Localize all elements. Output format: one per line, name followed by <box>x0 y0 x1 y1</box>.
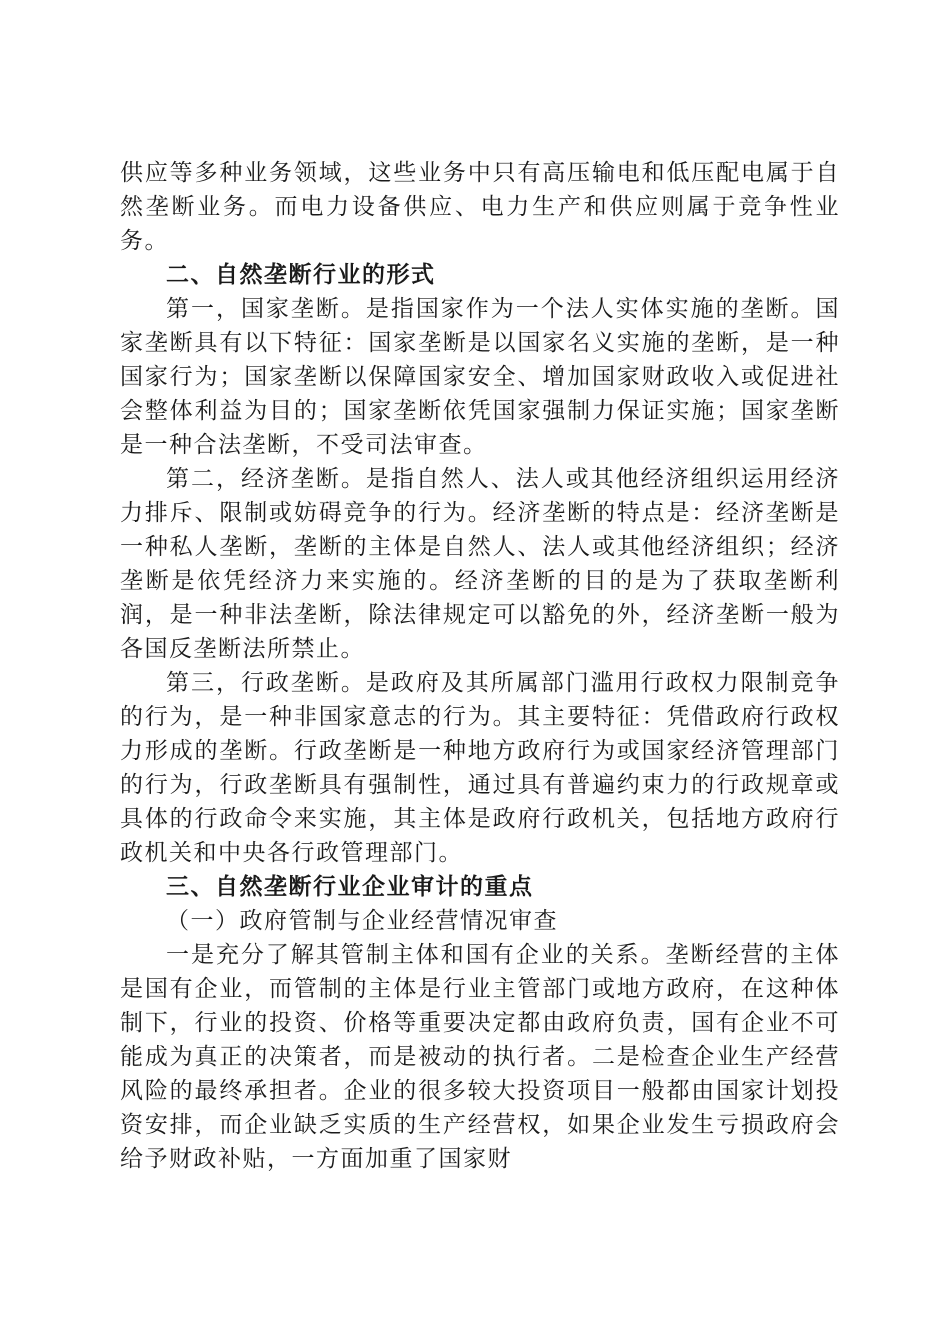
body-administrative-monopoly: 是政府及其所属部门滥用行政权力限制竞争的行为，是一种非国家意志的行为。其主要特征：凭借政府行政权力形成的垄断。行政垄断是一种地方政府行为或国家经济管理部门的行为，行政垄断具有强制性，通过具有普遍约束力的行政规章或具体的行政命令来实施，其主体是政府行政机关，包括地方政府行政机关和中央各行政管理部门。 <box>120 670 841 866</box>
paragraph-regulation-review: 一是充分了解其管制主体和国有企业的关系。垄断经营的主体是国有企业，而管制的主体是行业主管部门或地方政府，在这种体制下，行业的投资、价格等重要决定都由政府负责，国有企业不可能成为真正的决策者，而是被动的执行者。二是检查企业生产经营风险的最终承担者。企业的很多较大投资项目一般都由国家计划投资安排，而企业缺乏实质的生产经营权，如果企业发生亏损政府会给予财政补贴，一方面加重了国家财 <box>120 942 840 1172</box>
paragraph-continuation: 供应等多种业务领域，这些业务中只有高压输电和低压配电属于自然垄断业务。而电力设备供应、电力生产和供应则属于竞争性业务。 <box>120 160 840 254</box>
body-economic-monopoly: 是指自然人、法人或其他经济组织运用经济力排斥、限制或妨碍竞争的行为。经济垄断的特点是：经济垄断是一种私人垄断，垄断的主体是自然人、法人或其他经济组织；经济垄断是依凭经济力来实施的。经济垄断的目的是为了获取垄断利润，是一种非法垄断，除法律规定可以豁免的外，经济垄断一般为各国反垄断法所禁止。 <box>120 466 841 662</box>
paragraph-state-monopoly <box>120 292 840 462</box>
lead-state-monopoly: 第一，国家垄断。 <box>166 296 366 322</box>
body-state-monopoly: 是指国家作为一个法人实体实施的垄断。国家垄断具有以下特征：国家垄断是以国家名义实施的垄断，是一种国家行为；国家垄断以保障国家安全、增加国家财政收入或促进社会整体利益为目的；国家垄断依凭国家强制力保证实施；国家垄断是一种合法垄断，不受司法审查。 <box>120 296 841 458</box>
subsection-heading-1: （一）政府管制与企业经营情况审查 <box>166 908 558 934</box>
paragraph-administrative-monopoly <box>120 666 840 870</box>
lead-economic-monopoly: 第二，经济垄断。 <box>166 466 366 492</box>
paragraph-economic-monopoly <box>120 462 840 666</box>
section-heading-3: 三、自然垄断行业企业审计的重点 <box>166 874 534 900</box>
document-page <box>120 156 840 1176</box>
section-heading-2: 二、自然垄断行业的形式 <box>166 262 436 288</box>
lead-administrative-monopoly: 第三，行政垄断。 <box>166 670 366 696</box>
